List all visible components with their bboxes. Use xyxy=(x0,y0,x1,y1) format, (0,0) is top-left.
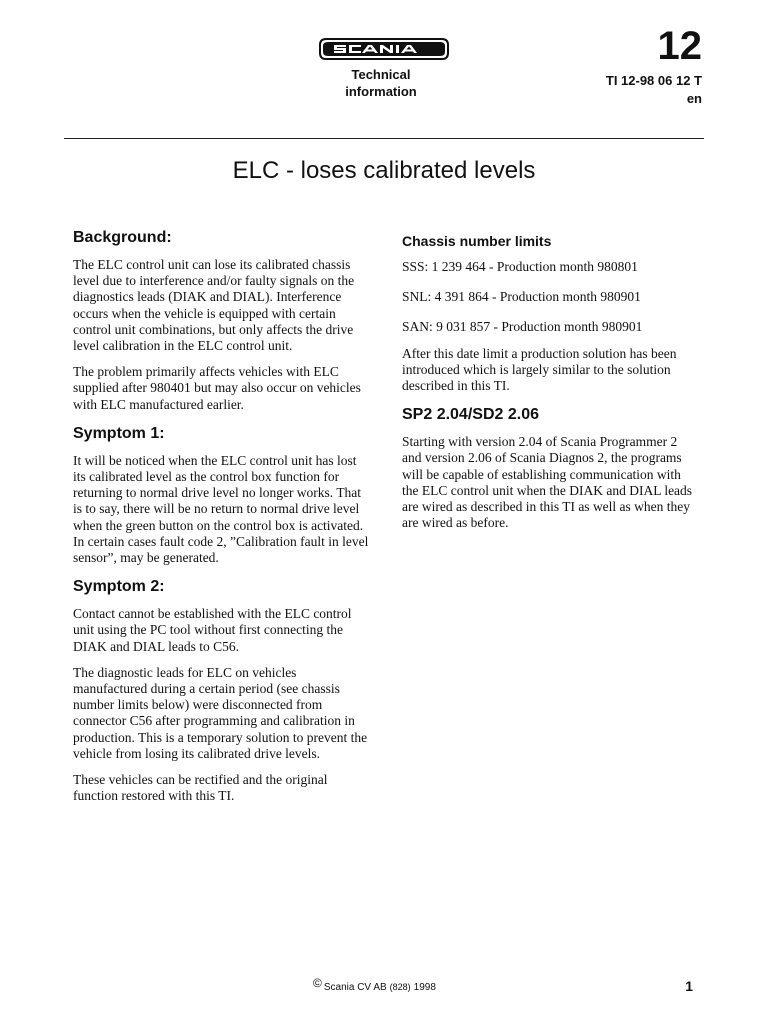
footer-code: (828) xyxy=(389,982,411,992)
symptom2-paragraph-3: These vehicles can be rectified and the original function restored with this TI. xyxy=(73,772,328,804)
left-column xyxy=(73,227,371,814)
symptom2-paragraph-1: Contact cannot be established with the ELC control unit using the PC tool without first connecting the DIAK and DIAL leads to C56. xyxy=(73,606,352,654)
scania-logo xyxy=(318,36,450,62)
chassis-limits-heading: Chassis number limits xyxy=(402,233,552,249)
background-heading: Background: xyxy=(73,229,172,246)
page-number: 1 xyxy=(685,978,693,994)
document-type-line1: Technical xyxy=(351,67,411,82)
right-column xyxy=(402,232,700,541)
sp2-paragraph: Starting with version 2.04 of Scania Programmer 2 and version 2.06 of Scania Diagnos 2, the programs will be capable of establishing communication with the ELC control unit when the DIAK and DIAL leads are wired as described in this TI as well as when they are wired as before. xyxy=(402,434,693,531)
background-paragraph-2: The problem primarily affects vehicles with ELC supplied after 980401 but may also occur on vehicles with ELC manufactured earlier. xyxy=(73,364,361,412)
copyright-symbol: © xyxy=(313,976,322,990)
chassis-limit-san: SAN: 9 031 857 - Production month 980901 xyxy=(402,319,643,335)
symptom2-paragraph-2: The diagnostic leads for ELC on vehicles manufactured during a certain period (see chassis number limits below) were disconnected from connector C56 after programming and calibration in production. This is a temporary solution to prevent the vehicle from losing its calibrated drive levels. xyxy=(73,664,368,761)
chassis-limit-snl: SNL: 4 391 864 - Production month 980901 xyxy=(402,289,641,305)
document-type-line2: information xyxy=(345,84,417,99)
symptom2-heading: Symptom 2: xyxy=(73,578,165,596)
chapter-number: 12 xyxy=(657,24,702,68)
chassis-limit-sss: SSS: 1 239 464 - Production month 980801 xyxy=(402,259,638,274)
ti-number: TI 12-98 06 12 T xyxy=(605,73,702,88)
document-type xyxy=(320,66,442,100)
footer-company: Scania CV AB xyxy=(323,982,387,993)
symptom1-paragraph-1: It will be noticed when the ELC control unit has lost its calibrated level as the control box function for returning to normal drive level no longer works. That is to say, there will be no return to normal drive level when the green button on the control box is activated. In certain cases fault code 2, ”Calibration fault in level sensor”, may be generated. xyxy=(73,452,369,566)
page-title: ELC - loses calibrated levels xyxy=(232,157,536,184)
footer-copyright xyxy=(313,976,436,995)
ti-reference xyxy=(606,72,702,108)
sp2-heading: SP2 2.04/SD2 2.06 xyxy=(402,406,539,424)
symptom1-heading: Symptom 1: xyxy=(73,424,165,442)
header-divider xyxy=(64,138,704,139)
background-paragraph-1: The ELC control unit can lose its calibrated chassis level due to interference and/or faulty signals on the diagnostics leads (DIAK and DIAL). Interference occurs when the vehicle is equipped with certain control unit combinations, but only affects the drive level calibration in the ELC control unit. xyxy=(73,257,355,354)
language-code: en xyxy=(686,91,702,106)
footer-year: 1998 xyxy=(413,982,436,993)
chassis-limits-note: After this date limit a production solution has been introduced which is largely similar to the solution described in this TI. xyxy=(402,345,677,394)
